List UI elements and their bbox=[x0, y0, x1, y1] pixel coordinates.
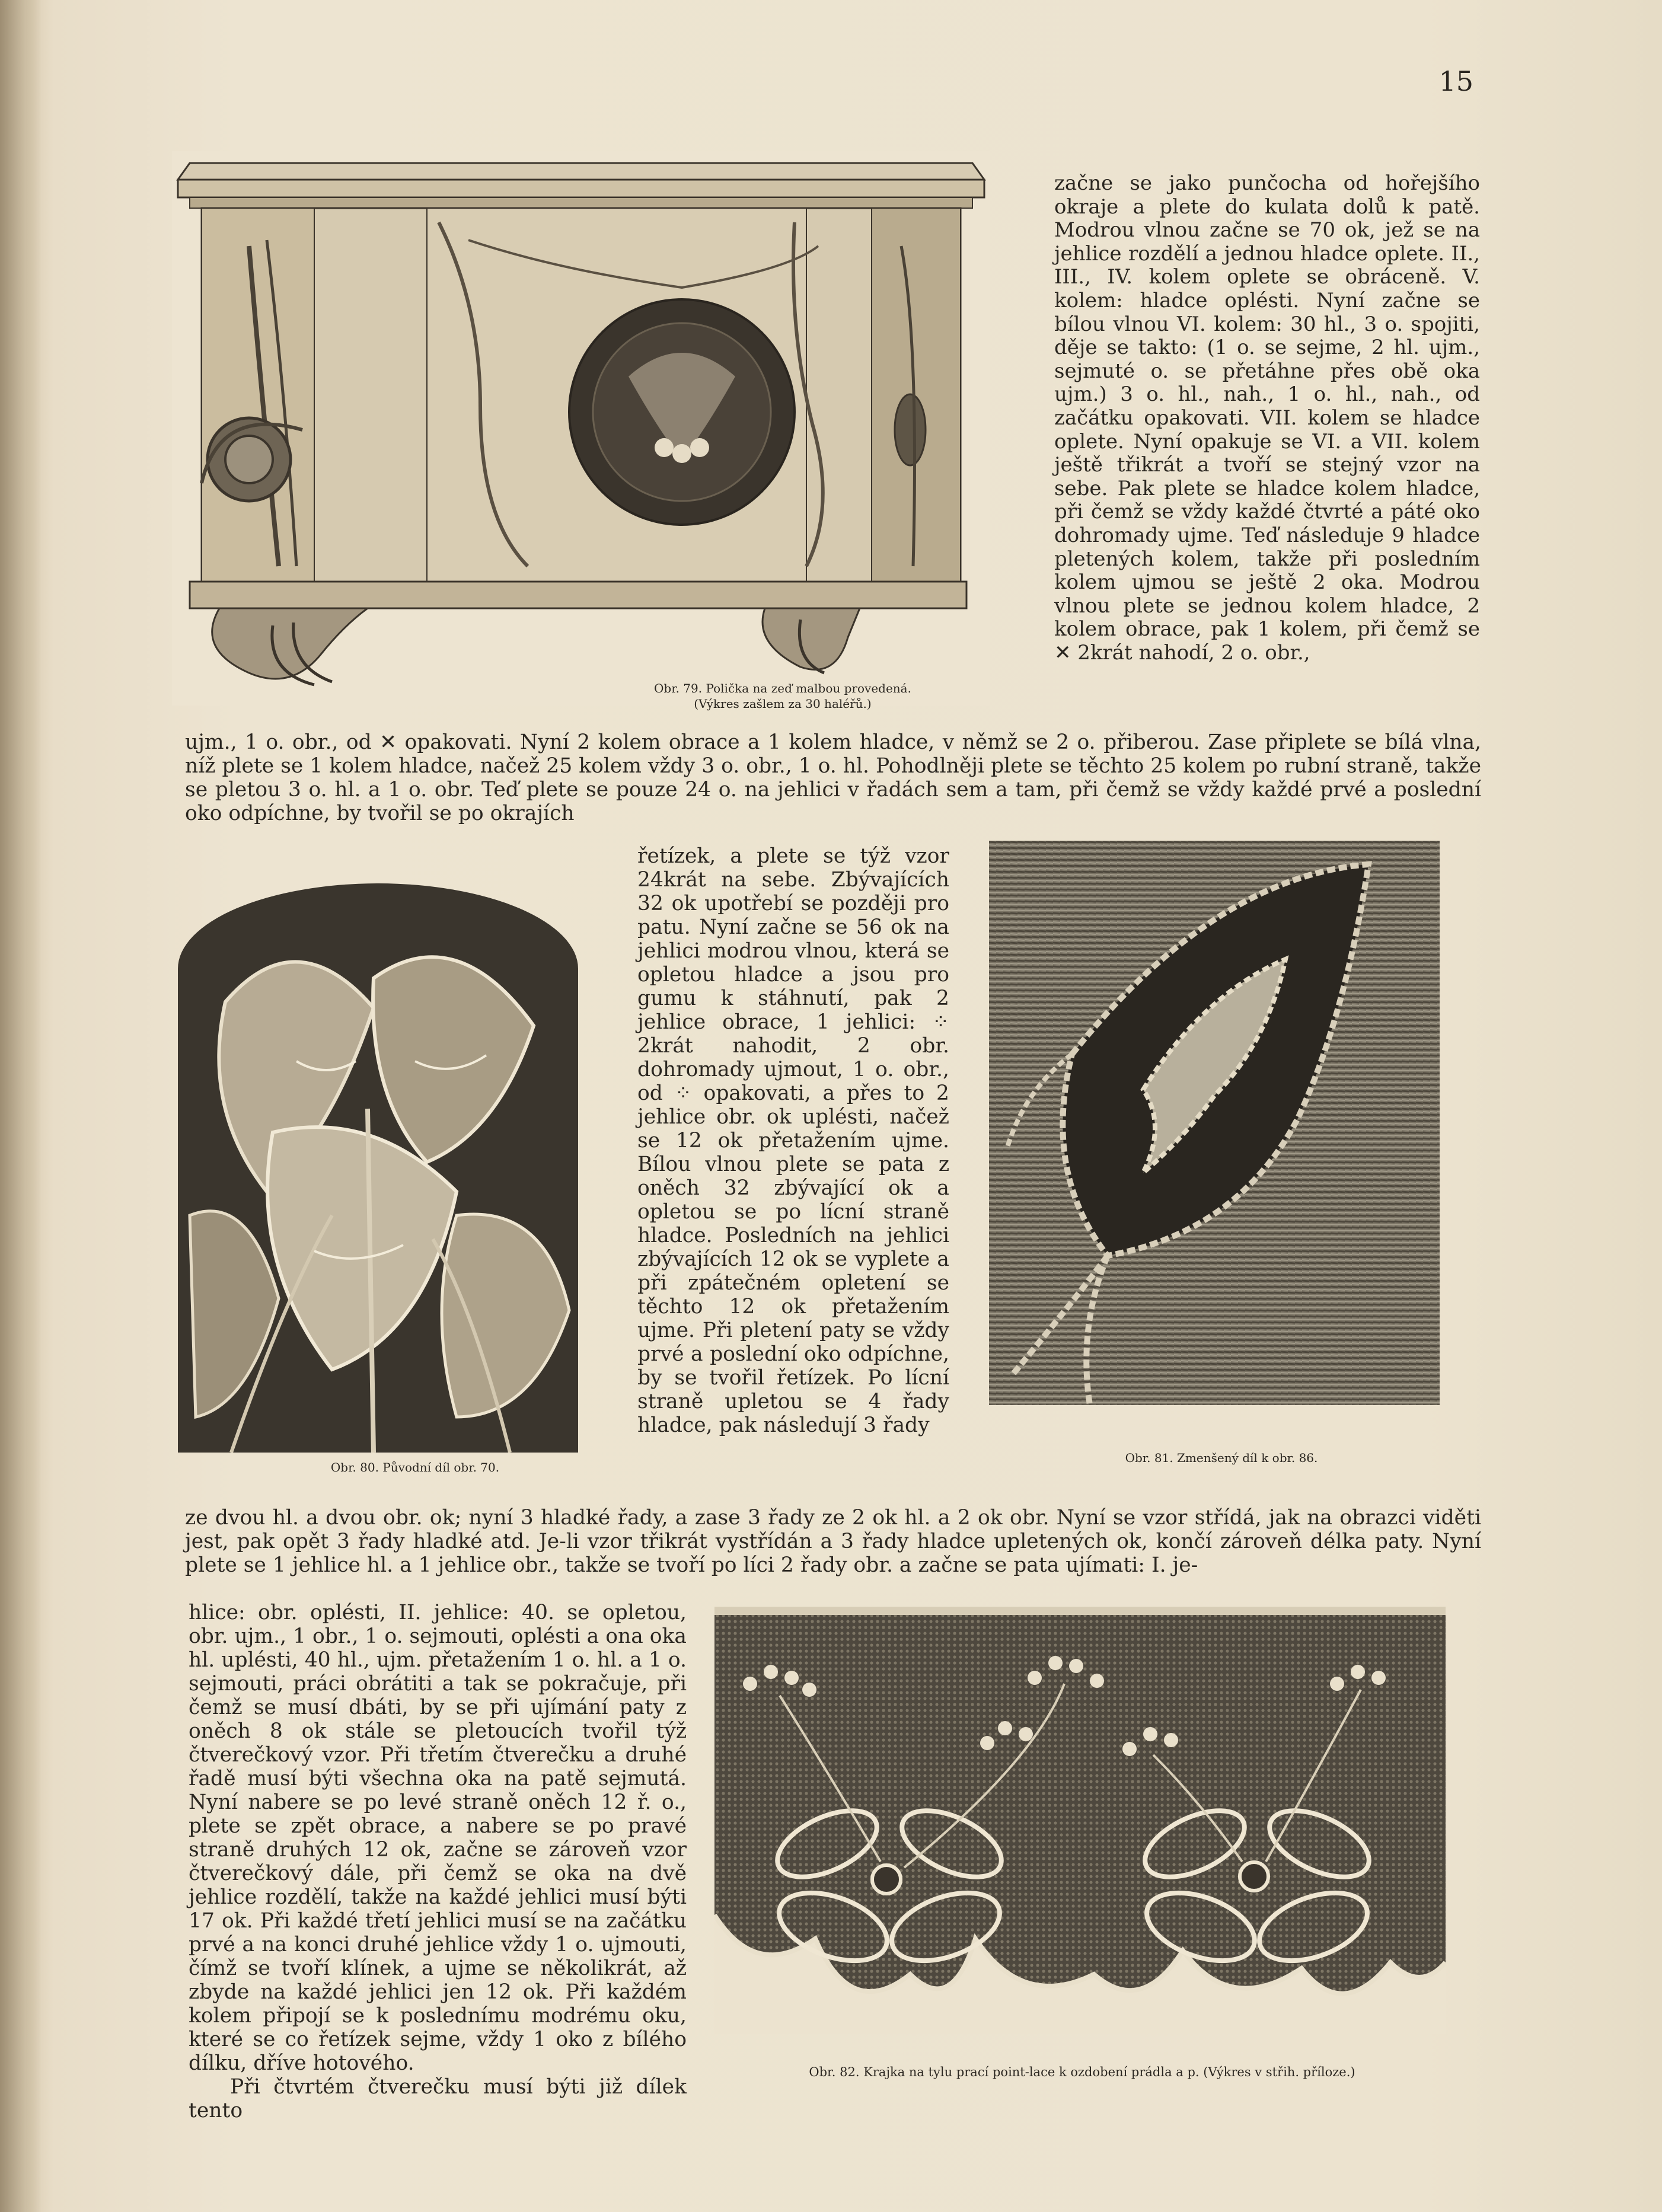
page-number: 15 bbox=[1438, 65, 1473, 97]
text-full-width-1: ujm., 1 o. obr., od ✕ opakovati. Nyní 2 kolem obrace a 1 kolem hladce, v němž se 2 o. přiberou. Zase připlete se bílá vlna, níž plete se 1 kolem hladce, načež 25 kolem vždy 3 o. obr., 1 o. hl. Pohodlněji plete se těchto 25 kolem po rubní straně, takže se pletou 3 o. hl. a 1 o. obr. Teď plete se pouze 24 o. na jehlici v řadách sem a tam, při čemž se vždy každé prvé a poslední oko odpíchne, by tvořil se po okrajích bbox=[185, 730, 1481, 825]
text-column-middle: řetízek, a plete se týž vzor 24krát na sebe. Zbývajících 32 ok upotřebí se později pro patu. Nyní začne se 56 ok na jehlici modrou vlnou, která se opletou hladce a jsou pro gumu k stáhnutí, pak 2 jehlice obrace, 1 jehlici: ⁘ 2krát nahodit, 2 obr. dohromady ujmout, 1 o. obr., od ⁘ opakovati, a přes to 2 jehlice obr. ok uplésti, načež se 12 ok přetažením ujme. Bílou vlnou plete se pata z oněch 32 zbývající ok a opletou se po lícní straně hladce. Posledních na jehlici zbývajících 12 ok se vyplete a při zpátečném opletení se těchto 12 ok přetažením ujme. Při pletení paty se vždy prvé a poslední oko odpíchne, by se tvořil řetízek. Po lícní straně upletou se 4 řady hladce, pak následují 3 řady bbox=[637, 844, 949, 1437]
figure-79-caption: Obr. 79. Polička na zeď malbou provedená. bbox=[654, 681, 911, 695]
figure-82-illustration bbox=[714, 1607, 1446, 2034]
figure-81-illustration bbox=[989, 841, 1440, 1405]
text-full-width-2: ze dvou hl. a dvou obr. ok; nyní 3 hladké řady, a zase 3 řady ze 2 ok hl. a 2 ok obr. Nyní se vzor střídá, jak na obrazci viděti jest, pak opět 3 řady hladké atd. Je-li vzor třikrát vystřídán a 3 řady hladce upletených ok, končí zároveň délka paty. Nyní plete se 1 jehlice hl. a 1 jehlice obr., takže se tvoří po líci 2 řady obr. a začne se pata ujímati: I. je- bbox=[185, 1506, 1481, 1577]
text-column-top-right: začne se jako punčocha od hořejšího okraje a plete do kulata dolů k patě. Modrou vlnou začne se 70 ok, jež se na jehlice rozdělí a jednou hladce oplete. II., III., IV. kolem oplete se obráceně. V. kolem: hladce oplésti. Nyní začne se bílou vlnou VI. kolem: 30 hl., 3 o. spojiti, děje se takto: (1 o. se sejme, 2 hl. ujm., sejmuté o. se přetáhne přes obě oka ujm.) 3 o. hl., nah., 1 o. hl., nah., od začátku opakovati. VII. kolem se hladce oplete. Nyní opakuje se VI. a VII. kolem ještě třikrát a tvoří se stejný vzor na sebe. Pak plete se hladce kolem hladce, při čemž se vždy každé čtvrté a páté oko dohromady ujme. Teď následuje 9 hladce pletených kolem, takže při posledním kolem ujmou se ještě 2 oka. Modrou vlnou plete se jednou kolem hladce, 2 kolem obrace, pak 1 kolem, při čemž se ✕ 2krát nahodí, 2 o. obr., bbox=[1054, 171, 1480, 665]
figure-79-note: (Výkres zašlem za 30 haléřů.) bbox=[694, 697, 872, 711]
text-column-bottom-left bbox=[189, 1601, 687, 2122]
figure-79-illustration bbox=[172, 151, 990, 706]
figure-80-caption: Obr. 80. Původní díl obr. 70. bbox=[330, 1460, 500, 1474]
figure-82-caption: Obr. 82. Krajka na tylu prací point-lace k ozdobení prádla a p. (Výkres v střih. příloze.) bbox=[809, 2065, 1355, 2079]
figure-80-illustration bbox=[178, 883, 578, 1453]
paragraph-bottom-left: hlice: obr. oplésti, II. jehlice: 40. se opletou, obr. ujm., 1 obr., 1 o. sejmouti, oplésti a ona oka hl. uplésti, 40 hl., ujm. přetažením 1 o. hl. a 1 o. sejmouti, práci obrátiti a tak se pokračuje, při čemž se musí dbáti, by se při ujímání paty z oněch 8 ok stále se pletoucích tvořil týž čtverečkový vzor. Při třetím čtverečku a druhé řadě musí býti všechna oka na patě sejmutá. Nyní nabere se po levé straně oněch 12 ř. o., plete se zpět obrace, a nabere se po pravé straně druhých 12 ok, začne se zároveň vzor čtverečkový dále, při čemž se oka na dvě jehlice rozdělí, takže na každé jehlici musí býti 17 ok. Při každé třetí jehlici musí se na začátku prvé a na konci druhé jehlice vždy 1 o. ujmouti, čímž se tvoří klínek, a ujme se několikrát, až zbyde na každé jehlici jen 12 ok. Při každém kolem připojí se k poslednímu modrému oku, které se co řetízek sejme, vždy 1 oko z bílého dílku, dříve hotového. bbox=[189, 1601, 687, 2075]
figure-81-caption: Obr. 81. Zmenšený díl k obr. 86. bbox=[1125, 1451, 1318, 1465]
book-gutter-shadow bbox=[0, 0, 42, 2212]
paragraph-bottom-left-last: Při čtvrtém čtverečku musí býti již dílek tento bbox=[189, 2075, 687, 2122]
